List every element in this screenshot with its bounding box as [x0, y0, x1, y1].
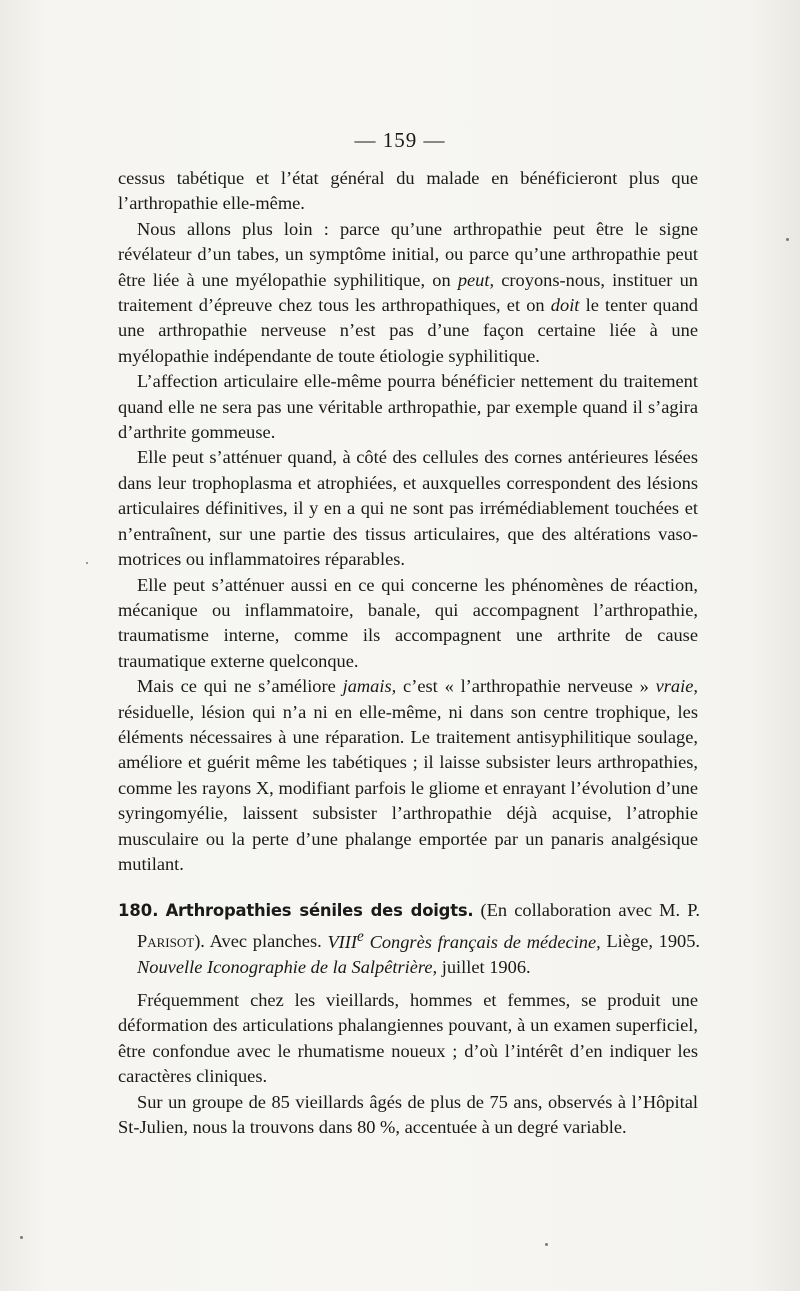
paragraph-2-text-c: le tenter quand une arthropathie nerveuse n’est pas d’une façon certaine liée à une myélopathie indépendante de toute étiologie syphilitique.	[118, 295, 698, 366]
entry-summary	[118, 988, 698, 1140]
entry-details-a: Avec planches.	[204, 931, 328, 952]
entry-congress-prefix: VIII	[327, 931, 358, 952]
entry-congress-rest: Congrès français de médecine,	[363, 931, 601, 952]
entry-congress	[327, 927, 601, 952]
paragraph-1: cessus tabétique et l’état général du malade en bénéficieront plus que l’arthropathie elle-même.	[118, 168, 698, 214]
paragraph-6-text-a: Mais ce qui ne s’améliore	[137, 676, 343, 697]
paragraph-2-emphasis-doit: doit	[550, 295, 580, 316]
paragraph-5: Elle peut s’atténuer aussi en ce qui concerne les phénomènes de réaction, mécanique ou inflammatoire, banale, qui accompagnent l’arthropathie, traumatisme interne, comme ils accompagnent une arthrite de cause traumatique externe quelconque.	[118, 574, 698, 671]
summary-paragraph-2: Sur un groupe de 85 vieillards âgés de plus de 75 ans, observés à l’Hôpital St-Julien, nous la trouvons dans 80 %, accentuée à un degré variable.	[118, 1091, 698, 1138]
paragraph-4: Elle peut s’atténuer quand, à côté des cellules des cornes antérieures lésées dans leur trophoplasma et atrophiées, et auxquelles correspondent des lésions articulaires définitives, il y en a qui ne sont pas irrémédiablement touchées et n’entraînent, sur une partie des tissus articulaires, que des altérations vaso-motrices ou inflammatoires réparables.	[118, 447, 698, 570]
paragraph-2-text-b: croyons-nous, instituer un traitement d’épreuve chez tous les arthropathiques, et on	[118, 269, 698, 316]
summary-paragraph-1: Fréquemment chez les vieillards, hommes et femmes, se produit une déformation des articulations phalangiennes pouvant, à un examen superficiel, être confondue avec le rhumatisme noueux ; d’où l’intérêt d’en indiquer les caractères cliniques.	[118, 990, 698, 1087]
paragraph-2-emphasis-peut: peut,	[457, 269, 495, 290]
paragraph-6-text-b: c’est « l’arthropathie nerveuse »	[396, 676, 656, 697]
body-text	[118, 166, 698, 877]
scan-speck	[20, 1236, 23, 1239]
paragraph-2	[118, 217, 698, 369]
scan-speck	[786, 238, 789, 241]
scan-speck	[545, 1243, 548, 1246]
entry-collab-name: Parisot	[137, 931, 195, 952]
page-number: — 159 —	[354, 128, 446, 152]
paragraph-2-text-a: Nous allons plus loin : parce qu’une arthropathie peut être le signe révélateur d’un tabes, un symptôme initial, ou parce qu’une arthropathie peut être liée à une myélopathie syphilitique, on	[118, 218, 698, 290]
entry-details-c: juillet 1906.	[437, 956, 531, 977]
paragraph-6-emphasis-jamais: jamais,	[342, 676, 397, 697]
bibliography-entry-180	[118, 898, 700, 980]
paragraph-6-emphasis-vraie: vraie,	[655, 676, 698, 697]
entry-collab-a: (En collaboration avec M. P.	[473, 900, 700, 920]
entry-congress-sup: e	[357, 927, 364, 945]
entry-collab-b: ).	[194, 931, 205, 952]
entry-details-b: Liège, 1905.	[600, 931, 701, 952]
entry-number: 180.	[118, 901, 159, 920]
paragraph-3: L’affection articulaire elle-même pourra bénéficier nettement du traitement quand elle ne sera pas une véritable arthropathie, par exemple quand il s’agira d’arthrite gommeuse.	[118, 371, 698, 443]
paragraph-6	[118, 674, 698, 877]
entry-journal: Nouvelle Iconographie de la Salpêtrière,	[137, 956, 438, 977]
scan-speck	[86, 562, 88, 564]
paragraph-6-text-c: résiduelle, lésion qui n’a ni en elle-même, ni dans son centre trophique, les éléments nécessaires à une réparation. Le traitement antisyphilitique soulage, améliore et guérit même les tabétiques ; il laisse subsister leurs arthropathies, comme les rayons X, modifiant parfois le gliome et enrayant l’évolution d’une syringomyélie, laissent subsister l’arthropathie déjà acquise, l’atrophie musculaire ou la perte d’une phalange emportée par un panaris analgésique mutilant.	[118, 701, 698, 874]
entry-heading	[118, 898, 700, 980]
entry-title: Arthropathies séniles des doigts.	[165, 901, 474, 920]
